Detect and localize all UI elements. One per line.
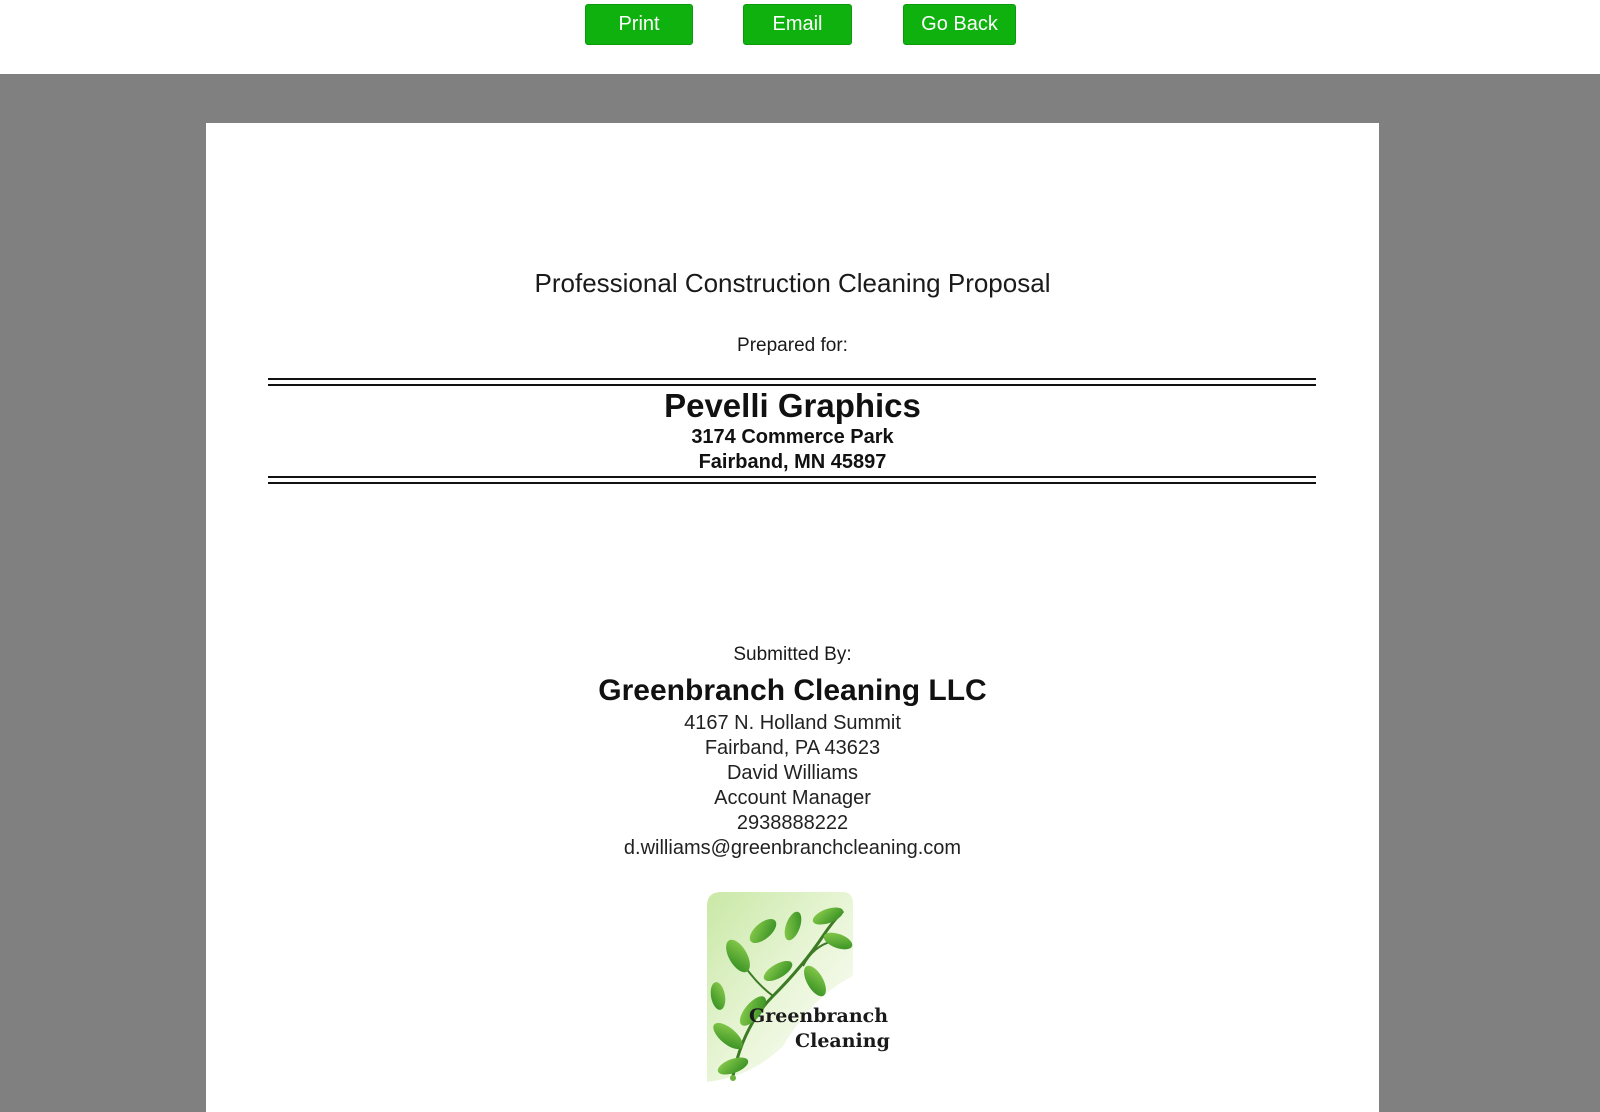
logo-text-line2: Cleaning — [795, 1030, 890, 1052]
submitted-by-label: Submitted By: — [733, 644, 852, 665]
client-address-line2: Fairband, MN 45897 — [698, 451, 887, 473]
print-button[interactable]: Print — [585, 4, 693, 45]
vendor-contact-name: David Williams — [726, 762, 859, 784]
divider-bottom-outer — [268, 482, 1316, 484]
client-address-line1: 3174 Commerce Park — [691, 426, 894, 448]
client-name: Pevelli Graphics — [664, 387, 921, 424]
divider-bottom-inner — [268, 476, 1316, 478]
divider-top-outer — [268, 378, 1316, 380]
prepared-for-label: Prepared for: — [737, 335, 848, 356]
logo-text-line1: Greenbranch — [749, 1005, 889, 1027]
top-toolbar — [0, 0, 1600, 74]
vendor-address-line2: Fairband, PA 43623 — [704, 737, 881, 759]
vendor-address-line1: 4167 N. Holland Summit — [684, 712, 901, 734]
document-title: Professional Construction Cleaning Proposal — [534, 268, 1051, 298]
divider-top-inner — [268, 384, 1316, 386]
vendor-phone: 2938888222 — [736, 812, 849, 834]
email-button[interactable]: Email — [743, 4, 852, 45]
vendor-contact-title: Account Manager — [714, 787, 871, 809]
vendor-email: d.williams@greenbranchcleaning.com — [623, 837, 962, 859]
vendor-name: Greenbranch Cleaning LLC — [598, 674, 987, 707]
go-back-button[interactable]: Go Back — [903, 4, 1016, 45]
leaf-branch-logo-icon — [693, 886, 893, 1086]
proposal-page — [206, 123, 1379, 1112]
